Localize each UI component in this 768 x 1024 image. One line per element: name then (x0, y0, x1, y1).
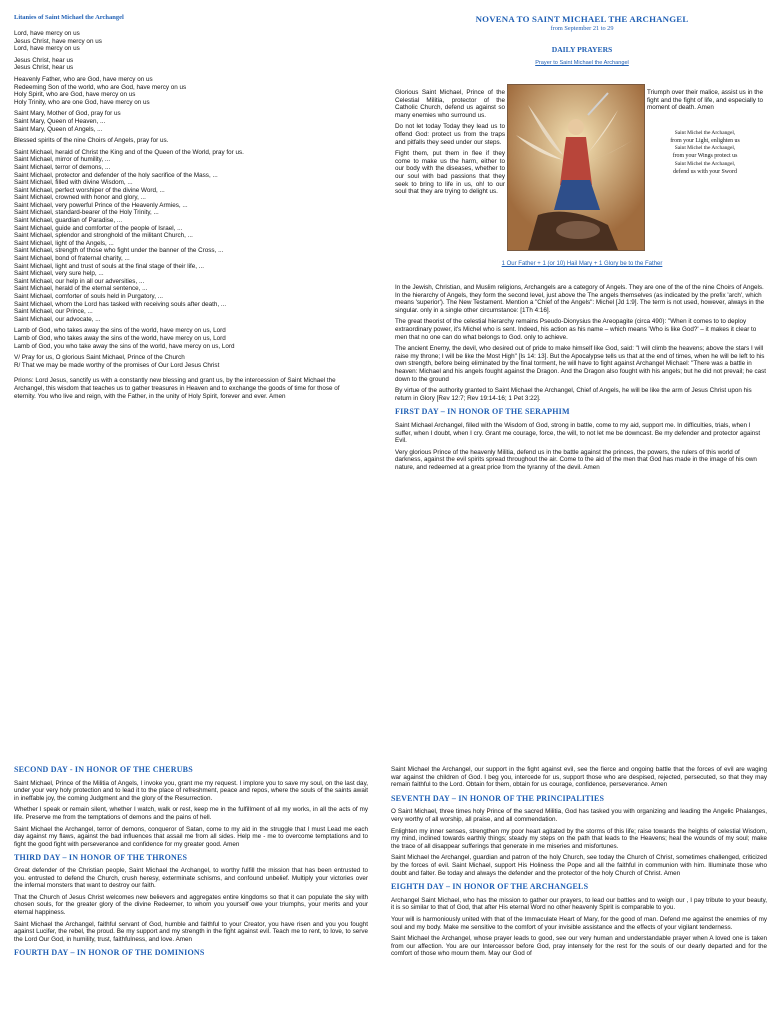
invocation-line: from your Wings protect us (672, 153, 738, 160)
saint-michael-image (508, 85, 644, 250)
archangel-illustration (507, 84, 645, 251)
page2-left (14, 766, 368, 957)
second-p1: Saint Michael, Prince of the Militia of Angels, I invoke you, grant me my request. I implore you to save my soul, on the last day, under your very holy protection and to lead it to the place of refreshment, peace and repos, where the souls of the saints await in ineffable joy, the coming Judgment and the glory of the Resurrection. (14, 779, 368, 802)
intro-p4: By virtue of the authority granted to Saint Michael the Archangel, Chief of Angels, he will be like the arm of Jesus Christ upon his return in Glory [Rev 12:7; Rev 19:14-16; 1 Pet 3:22]. (395, 387, 752, 402)
litany-group (14, 57, 369, 72)
litany-line: Saint Michael, crowned with honor and glory, ... (14, 194, 146, 202)
litany-line: Saint Michael, comforter of souls held in Purgatory, ... (14, 293, 163, 300)
eighth-p1: Archangel Saint Michael, who has the mission to gather our prayers, to lead our battles and to weigh our , I pay tribute to your beauty, it is so similar to that of God, that after His eternal Word no other heavenly Spirit is comparable to you. (391, 896, 767, 912)
third-p3: Saint Michael the Archangel, faithful servant of God, humble and faithful to your Creator, you have risen and you you fought against Lucifer, the rebel, the proud. Be my support and my strength in the fight against evil. Teach me to rent, to love, to serve the Lord Our God, in humility, trust, faithfulness, and love. Amen (14, 920, 368, 943)
prayer-link[interactable]: Prayer to Saint Michael the Archangel (535, 60, 629, 66)
litany-line: Saint Michael, perfect worshiper of the divine Word, ... (14, 186, 165, 194)
invocation-line: Saint Michel the Archangel, (674, 145, 736, 152)
litany-line: Jesus Christ, have mercy on us (14, 37, 102, 45)
intro-p1: In the Jewish, Christian, and Muslim religions, Archangels are a category of Angels. They are one of the of the nine Choirs of Angels. In the hierarchy of Angels, they form the second level, just above the The angels themselves (as indicated by the prefix 'arch', which means 'superior'). The New Testament. Mention a "Chief of the Angels": Michel [Jd 1:9]. The term is not used, however, always in the singular. only in a single other circumstance: [1Th 4:16]. (395, 284, 765, 314)
first-day-title: FIRST DAY – IN HONOR OF THE SERAPHIM (395, 407, 570, 417)
litany-line: Lord, have mercy on us (14, 45, 80, 53)
novena-title: NOVENA TO SAINT MICHAEL THE ARCHANGEL (475, 14, 689, 24)
litany-group (14, 137, 369, 145)
first-day-p2: Very glorious Prince of the heavenly Militia, defend us in the battle against the princes, the powers, the rulers of this world of darkness, against the evil spirits spread throughout the air. Come to the aid of the men that God has made in the image of his own nature, and redeemed at a great price from the tyranny of the devil. Amen (395, 448, 757, 471)
litany-line: Holy Spirit, who are God, have mercy on us (14, 91, 136, 99)
litany-line: Saint Michael, our advocate, ... (14, 315, 101, 323)
third-p1: Great defender of the Christian people, Saint Michael the Archangel, to worthy fulfill the mission that has been entrusted to you. entrusted to defend the Church, crush heresy, exterminate schisms, and confound unbelief. Multiply your victories over the infernal monsters that want to destroy our faith. (14, 866, 368, 890)
litany-line: Redeeming Son of the world, who are God, have mercy on us (14, 83, 187, 91)
litany-group (14, 327, 369, 350)
glorious-p1: Glorious Saint Michael, Prince of the Celestial Militia, protector of the Catholic Church, defend us against so many enemies who surround us. (395, 89, 505, 119)
litany-group (14, 149, 369, 324)
right-column (395, 14, 768, 68)
novena-subtitle: from September 21 to 29 (550, 25, 614, 32)
litany-line: Saint Michael, strength of those who fight under the banner of the Cross, ... (14, 247, 224, 255)
litany-line: Heavenly Father, who are God, have mercy on us (14, 75, 153, 83)
litany-line: Holy Trinity, who are one God, have mercy on us (14, 98, 150, 106)
intro-p2: The great theorist of the celestial hierarchy remains Pseudo-Dionysius the Areopagite (circa 490): "When it comes to to deploy extraordinary power, it's Michel who is sent. Indeed, his action as his name – which means 'Who is like God?' – it makes it clear to men that no one can do what belongs to God. only to achieve. (395, 318, 757, 341)
litany-line: Saint Michael, herald of the eternal sentence, ... (14, 285, 148, 293)
second-day-title: SECOND DAY - IN HONOR OF THE CHERUBS (14, 765, 193, 774)
seventh-p1: O Saint Michael, three times holy Prince of the sacred Militia, God has tasked you with organizing and leading the Angelic Phalanges, very worthy of all worship, all praise, and all commendation. (391, 808, 767, 823)
litany-line: Lamb of God, who takes away the sins of the world, have mercy on us, Lord (14, 334, 226, 342)
litany-group (14, 354, 369, 369)
litany-line: Saint Michael, whom the Lord has tasked with receiving souls after death, ... (14, 300, 227, 308)
litany-line: Saint Michael, standard-bearer of the Holy Trinity, ... (14, 209, 159, 217)
invocation-line: Saint Michel the Archangel, (674, 130, 736, 136)
litany-line: Blessed spirits of the nine Choirs of Angels, pray for us. (14, 137, 169, 145)
litany-group (14, 76, 369, 106)
third-p2: That the Church of Jesus Christ welcomes new believers and aggregates entire kingdoms so that it can populate the sky with chosen souls, for the greater glory of the divine Redeemer, to whom you yourself owe your triumphs, your merits and your eternal happiness. (14, 893, 368, 916)
litany-line: Jesus Christ, hear us (14, 64, 74, 72)
eighth-p2: Your will is harmoniously united with that of the Immaculate Heart of Mary, for the good of man. Defend me against the enemies of my soul and my body. Make me sensitive to the comfort of your invisible assistance and the effects of your vigilant tenderness. (391, 915, 767, 931)
closing-prayer: Prions: Lord Jesus, sanctify us with a constantly new blessing and grant us, by the intercession of Saint Michael the Archangel, this wisdom that teaches us to gather treasures in Heaven and to exchange the goods of time for those of eternity. You who live and reign, with the Father, in the unity of Holy Spirit, forever and ever. Amen (14, 377, 340, 400)
litany-line: Saint Michael, protector and defender of the holy sacrifice of the Mass, ... (14, 171, 218, 179)
litany-group (14, 110, 369, 133)
litany-line: Saint Michael, our help in all our adversities, ... (14, 277, 145, 285)
litany-line: Saint Mary, Mother of God, pray for us (14, 110, 121, 118)
third-day-title: THIRD DAY – IN HONOR OF THE THRONES (14, 853, 188, 863)
second-p3: Saint Michael the Archangel, terror of demons, conqueror of Satan, come to my aid in the struggle that I must Lead me each day against my flaws, against the bad influences that assail me from all sides. Help me - me to overcome temptations and to fight the good fight with perseverance and confidence for my greater good. Amen (14, 825, 368, 848)
litany-group (14, 30, 369, 53)
fourth-day-title: FOURTH DAY – IN HONOR OF THE DOMINIONS (14, 948, 205, 958)
daily-prayers-heading: DAILY PRAYERS (551, 45, 613, 54)
litany-line: Saint Michael, bond of fraternal charity, ... (14, 255, 130, 263)
triumph-prayer: Triumph over their malice, assist us in the fight and the fight of life, and especially to moment of death. Amen (647, 89, 763, 112)
litany-groups (14, 30, 369, 369)
page2-right (391, 766, 767, 958)
invocation-line: from your Light, enlighten us (670, 137, 740, 144)
eighth-day-title: EIGHTH DAY – IN HONOR OF THE ARCHANGELS (391, 882, 589, 892)
litany-line: R/ That we may be made worthy of the promises of Our Lord Jesus Christ (14, 361, 220, 369)
left-column (14, 14, 369, 400)
intro-text (395, 284, 767, 471)
litany-line: Saint Michael, herald of Christ the King and of the Queen of the World, pray for us. (14, 148, 244, 156)
litany-line: Saint Michael, splendor and stronghold of the militant Church, ... (14, 232, 193, 240)
litany-line: Saint Michael, very sure help, ... (14, 270, 104, 278)
eighth-p3: Saint Michael the Archangel, whose prayer leads to good, see our very human and understandable prayer when A loved one is taken from our affection. You are our Intercessor before God, pray intensely for the rest for the souls of our dearly departed and for the comfort of those who mourn them. May our God of (391, 935, 767, 958)
litany-line: Saint Michael, very powerful Prince of the Heavenly Armies, ... (14, 201, 188, 209)
litany-line: Saint Michael, light of the Angels, ... (14, 239, 114, 247)
invocation-line: defend us with your Sword (673, 168, 737, 175)
seventh-p3: Saint Michael the Archangel, guardian and patron of the holy Church, see today the Church of Christ, sometimes challenged, criticized by the forces of evil. Saint Michael, support His Holiness the Pope and all the faithful in communion with him. Illuminate those who doubt and falter. Be today and always the defender and the protector of the holy Church of Christ. Amen (391, 854, 767, 877)
litany-line: Saint Michael, guardian of Paradise, ... (14, 217, 123, 225)
invocation-line: Saint Michel the Archangel, (674, 160, 736, 167)
litany-line: Saint Michael, terror of demons, ... (14, 163, 111, 171)
seventh-p2: Enlighten my inner senses, strengthen my poor heart agitated by the storms of this life; raise towards the heights of celestial Wisdom, my mind, inclined towards earthly things; steady my steps on the path that leads to the Heavens; heal the wounds of my soul; make the trace of all disappear sufferings that generate in me miseries and misfortunes. (391, 827, 767, 850)
invocations (647, 130, 763, 176)
glorious-p2: Do not let today Today they lead us to offend God: protect us from the traps and pitfalls they seed under our steps. (395, 123, 505, 146)
litany-line: Saint Michael, filled with divine Wisdom, ... (14, 179, 133, 187)
glorious-prayer (395, 89, 505, 196)
glorious-p3: Fight them, put them in flee if they come to make us the harm, either to our body with the diseases, whether to our soul with bad passions that they seek to bring to life in us, oh! to our soul that they are trying to delight us. (395, 150, 505, 196)
support-p: Saint Michael the Archangel, our support in the fight against evil, see the fierce and ongoing battle that the forces of evil are waging war against the children of God. I beg you, intercede for us, support those who are despised, rejected, persecuted, so that they may remain faithful to the Lord. Obtain for them, obtain for us courage, confidence, perseverance. Amen (391, 766, 767, 789)
our-father-link[interactable]: 1 Our Father + 1 (or 10) Hail Mary + 1 Glory be to the Father (501, 261, 663, 267)
litany-line: Saint Mary, Queen of Angels, ... (14, 125, 103, 133)
litany-title: Litanies of Saint Michael the Archangel (14, 14, 124, 21)
litany-line: Saint Mary, Queen of Heaven, ... (14, 117, 106, 125)
litany-line: Saint Michael, guide and comforter of the people of Israel, ... (14, 224, 183, 232)
litany-line: Jesus Christ, hear us (14, 56, 74, 64)
litany-line: Saint Michael, mirror of humility, ... (14, 156, 111, 164)
litany-line: Lamb of God, you who take away the sins of the world, have mercy on us, Lord (14, 342, 235, 350)
litany-line: Saint Michael, our Prince, ... (14, 308, 93, 316)
second-p2: Whether I speak or remain silent, whether I watch, walk or rest, keep me in the fulfillment of all my works, in all the acts of my life. Preserve me from the temptations of demons and the pains of hell. (14, 806, 368, 821)
litany-line: V/ Pray for us, O glorious Saint Michael, Prince of the Church (14, 354, 185, 362)
first-day-p1: Saint Michael Archangel, filled with the Wisdom of God, strong in battle, come to my aid, support me. In difficulties, trials, when I suffer, when I doubt, when I cry. Grant me courage, force, the will, to not let me be downcast. Be my defender and protector against Evil. (395, 421, 761, 445)
litany-line: Lamb of God, who takes away the sins of the world, have mercy on us, Lord (14, 327, 226, 335)
seventh-day-title: SEVENTH DAY – IN HONOR OF THE PRINCIPALITIES (391, 793, 605, 803)
litany-line: Lord, have mercy on us (14, 30, 80, 37)
intro-p3: The ancient Enemy, the devil, who desired out of pride to make himself like God, said: "I will climb the heavens; above the stars I will raise my throne; I will be like the Most High" [Is 14: 13]. But the Apocalypse tells us that at the end of times, when he will be left to his own strength, before being eliminated by the final torment, he will have to fight against Archangel Michael: "There was a battle in heaven: Michael and his angels fought against the Dragon. And the Dragon also fought with his angels; but he did not prevail; he cast down to the ground (395, 345, 767, 383)
litany-line: Saint Michael, light and trust of souls at the final stage of their life, ... (14, 262, 205, 270)
